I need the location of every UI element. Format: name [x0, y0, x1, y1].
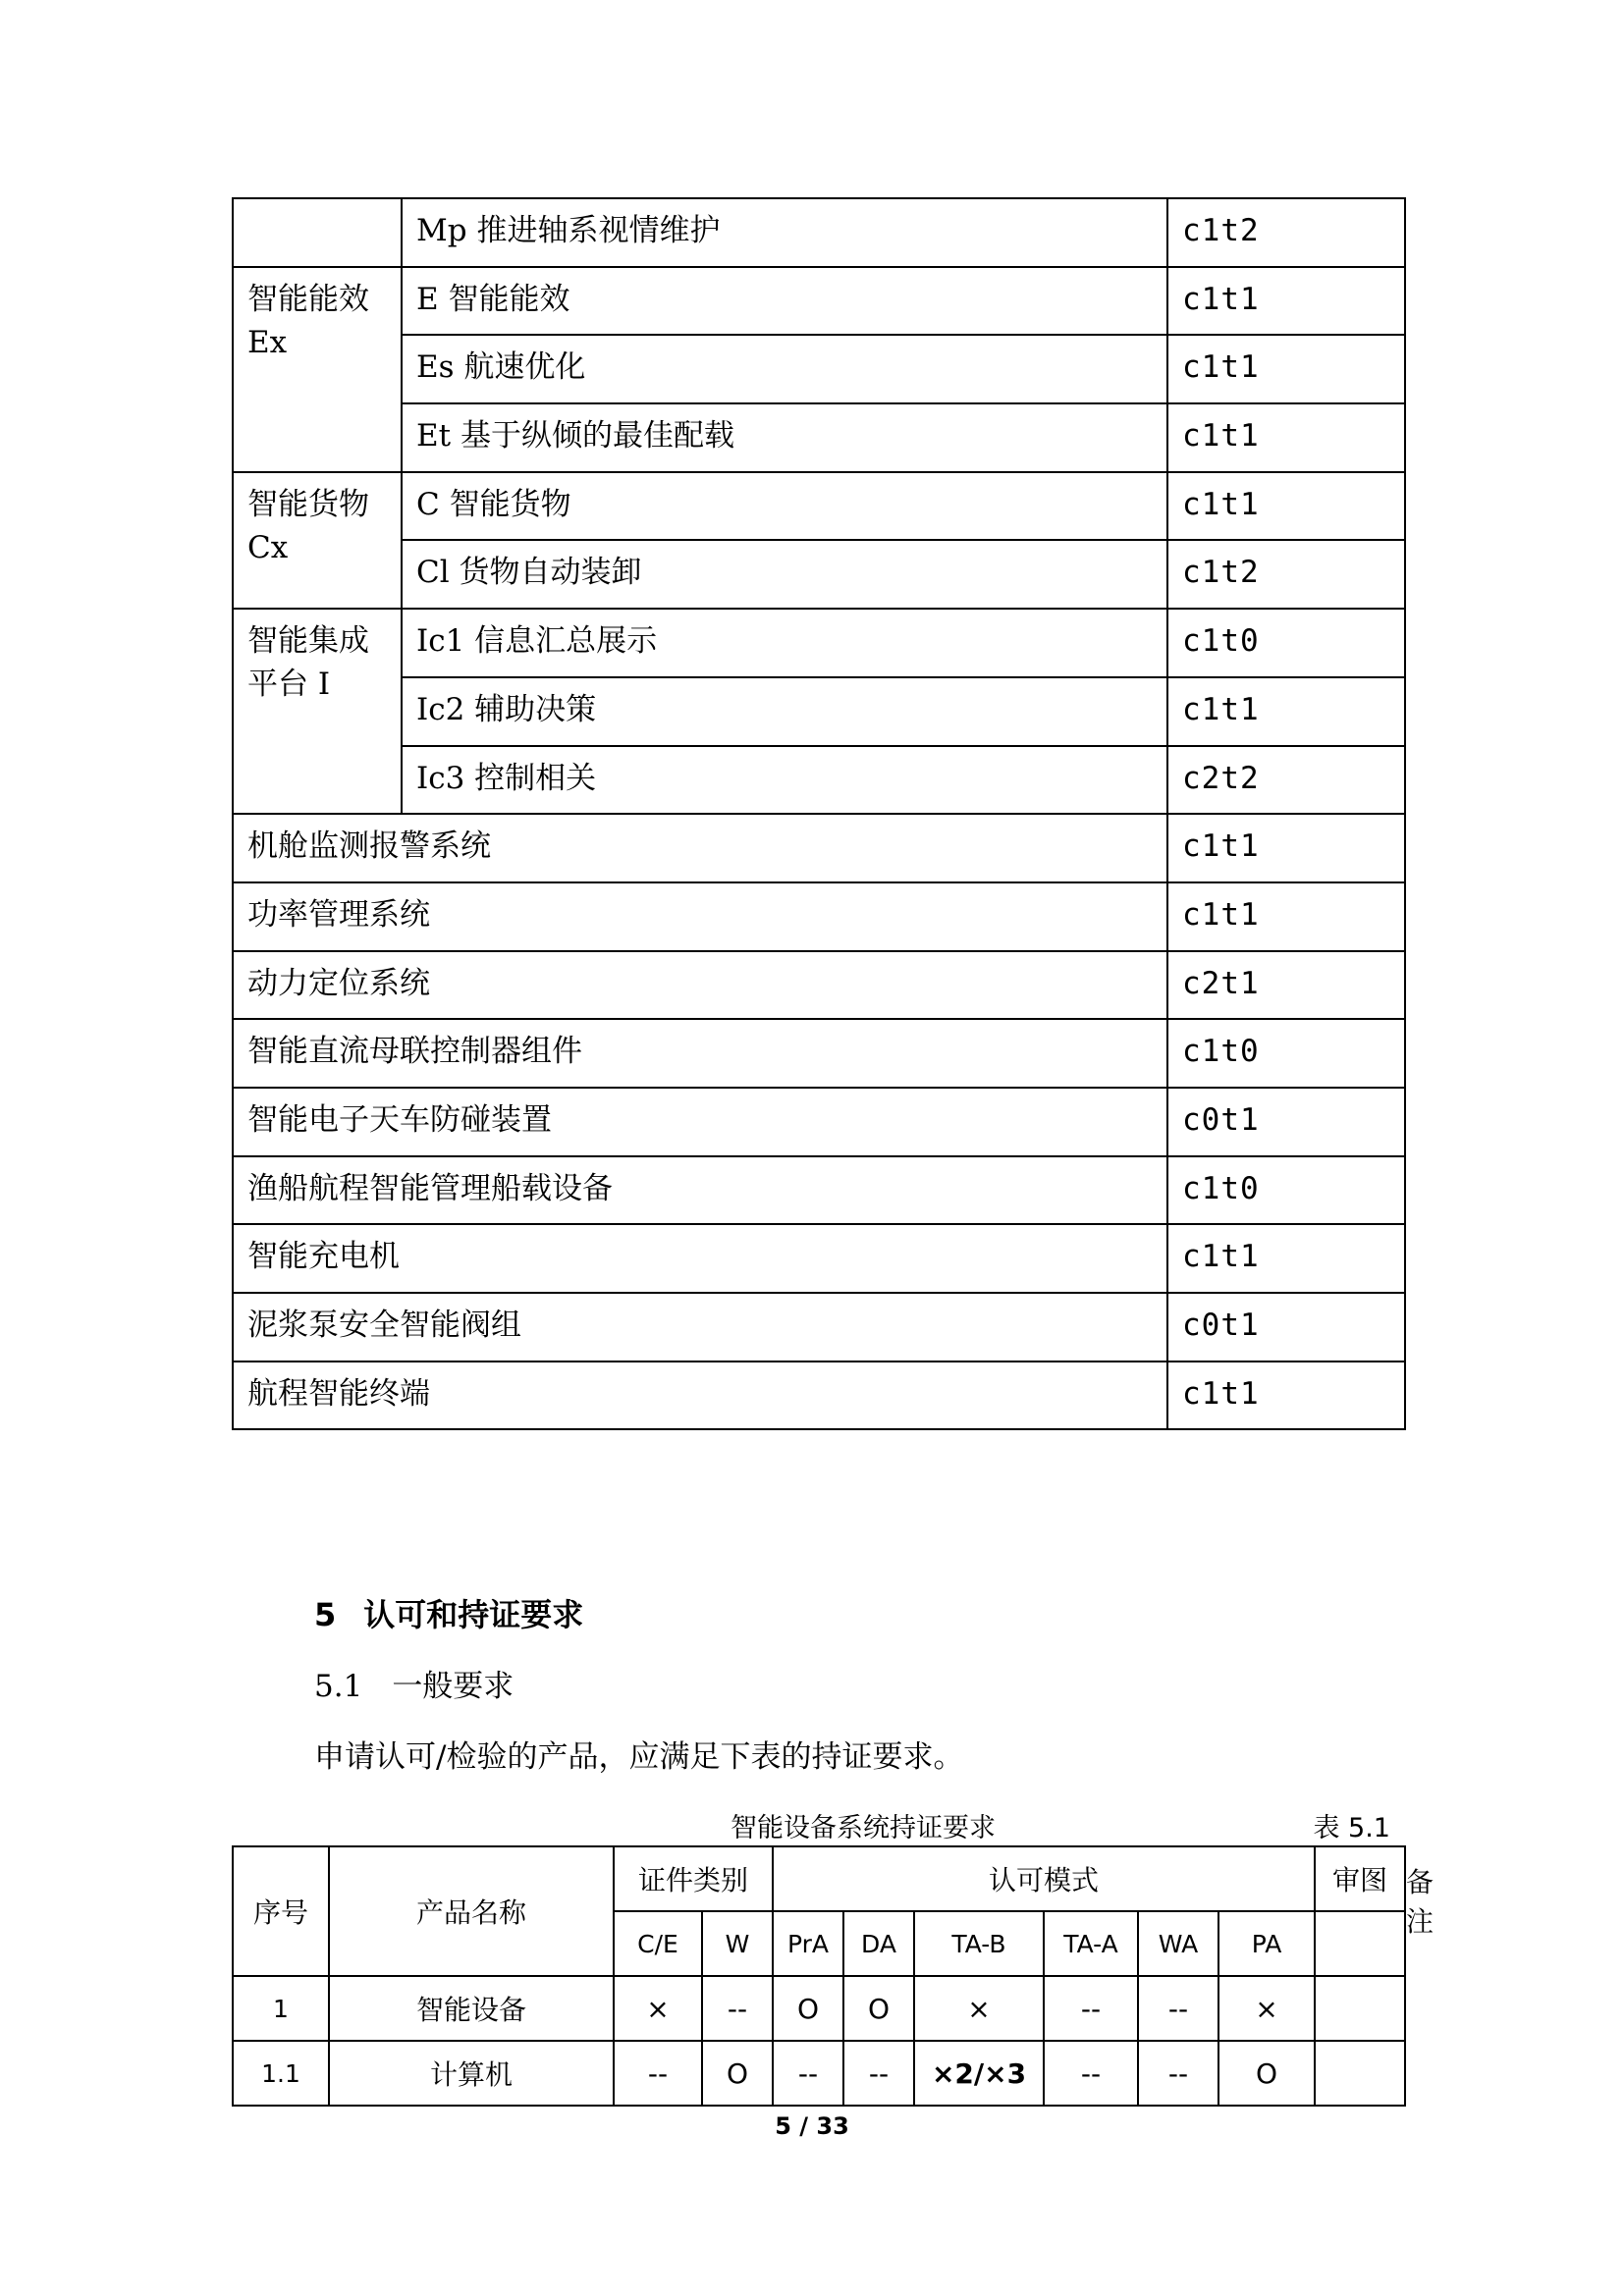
mark-cell: × [914, 1976, 1044, 2041]
code-cell: c2t1 [1167, 951, 1405, 1020]
header-mode: 认可模式 [773, 1846, 1315, 1911]
subsection-heading [314, 1661, 514, 1705]
item-cell: Cl 货物自动装卸 [402, 540, 1167, 609]
code-cell: c0t1 [1167, 1088, 1405, 1156]
certification-table [232, 1845, 1435, 2107]
mark-cell: -- [1138, 1976, 1218, 2041]
item-cell: 航程智能终端 [233, 1362, 1167, 1430]
group-cell: 智能货物 Cx [233, 472, 402, 609]
table-title: 智能设备系统持证要求 [731, 1813, 996, 1843]
code-cell: c1t1 [1167, 335, 1405, 403]
mark-cell: O [773, 1976, 843, 2041]
subheader-cell: W [702, 1911, 773, 1976]
code-cell: c1t1 [1167, 1224, 1405, 1293]
header-name: 产品名称 [329, 1846, 614, 1976]
code-cell: c1t0 [1167, 1156, 1405, 1225]
seq-cell: 1 [233, 1976, 329, 2041]
table-row [233, 677, 1405, 746]
item-cell: 功率管理系统 [233, 882, 1167, 951]
subheader-cell: WA [1138, 1911, 1218, 1976]
table-row [233, 1019, 1405, 1088]
item-cell: C 智能货物 [402, 472, 1167, 541]
mark-cell: -- [702, 1976, 773, 2041]
item-cell: E 智能能效 [402, 267, 1167, 336]
item-cell: Ic2 辅助决策 [402, 677, 1167, 746]
code-cell: c1t1 [1167, 814, 1405, 882]
code-cell: c1t1 [1167, 267, 1405, 336]
subheader-cell: TA-A [1044, 1911, 1138, 1976]
mark-cell: -- [843, 2041, 914, 2106]
code-cell: c1t1 [1167, 677, 1405, 746]
table-number: 表 5.1 [1313, 1813, 1390, 1843]
mark-cell: O [843, 1976, 914, 2041]
table-row [233, 882, 1405, 951]
subheader-cell: C/E [614, 1911, 702, 1976]
note-cell [1315, 1976, 1405, 2041]
item-cell: 智能电子天车防碰装置 [233, 1088, 1167, 1156]
section-heading [314, 1590, 583, 1635]
body-paragraph: 申请认可/检验的产品，应满足下表的持证要求。 [314, 1739, 964, 1775]
item-cell: 智能直流母联控制器组件 [233, 1019, 1167, 1088]
table-row [233, 814, 1405, 882]
name-cell: 智能设备 [329, 1976, 614, 2041]
item-cell: Ic3 控制相关 [402, 746, 1167, 815]
item-cell: 动力定位系统 [233, 951, 1167, 1020]
section-title: 认可和持证要求 [363, 1596, 584, 1633]
mark-cell: -- [1138, 2041, 1218, 2106]
code-cell: c1t2 [1167, 540, 1405, 609]
group-cell: 智能能效 Ex [233, 267, 402, 472]
subheader-cell: PrA [773, 1911, 843, 1976]
table-row [233, 746, 1405, 815]
mark-cell: -- [1044, 1976, 1138, 2041]
table-row [233, 403, 1405, 472]
code-cell: c1t2 [1167, 198, 1405, 267]
table-row [233, 609, 1405, 677]
subheader-cell: DA [843, 1911, 914, 1976]
page-number: 5 / 33 [775, 2112, 849, 2140]
code-cell: c1t1 [1167, 882, 1405, 951]
code-cell: c1t0 [1167, 1019, 1405, 1088]
table-row [233, 267, 1405, 336]
table-row [233, 1156, 1405, 1225]
table-caption [232, 1804, 1390, 1843]
mark-cell: × [1218, 1976, 1315, 2041]
item-cell: Ic1 信息汇总展示 [402, 609, 1167, 677]
subsection-number: 5.1 [314, 1669, 363, 1704]
item-cell: 智能充电机 [233, 1224, 1167, 1293]
item-cell: Et 基于纵倾的最佳配载 [402, 403, 1167, 472]
note-cell [1315, 2041, 1405, 2106]
header-review: 审图 [1315, 1846, 1405, 1911]
mark-cell: -- [614, 2041, 702, 2106]
table-row [233, 1293, 1405, 1362]
mark-cell: O [702, 2041, 773, 2106]
table-header-row: 序号 产品名称 证件类别 认可模式 审图 备注 [233, 1846, 1405, 1911]
seq-cell: 1.1 [233, 2041, 329, 2106]
code-cell: c1t0 [1167, 609, 1405, 677]
item-cell: 机舱监测报警系统 [233, 814, 1167, 882]
table-row [233, 2041, 1405, 2106]
code-cell: c1t1 [1167, 1362, 1405, 1430]
table-row [233, 1362, 1405, 1430]
header-seq: 序号 [233, 1846, 329, 1976]
subheader-cell: TA-B [914, 1911, 1044, 1976]
subsection-title: 一般要求 [392, 1669, 514, 1704]
mark-cell: × [614, 1976, 702, 2041]
table-row [233, 1976, 1405, 2041]
table-row [233, 951, 1405, 1020]
table-row [233, 540, 1405, 609]
mark-cell: ×2/×3 [914, 2041, 1044, 2106]
header-cert: 证件类别 [614, 1846, 773, 1911]
product-code-table [232, 197, 1406, 1430]
mark-cell: O [1218, 2041, 1315, 2106]
item-cell: Mp 推进轴系视情维护 [402, 198, 1167, 267]
item-cell: 渔船航程智能管理船载设备 [233, 1156, 1167, 1225]
item-cell: Es 航速优化 [402, 335, 1167, 403]
code-cell: c2t2 [1167, 746, 1405, 815]
table-row [233, 335, 1405, 403]
table-row [233, 472, 1405, 541]
group-cell [233, 198, 402, 267]
item-cell: 泥浆泵安全智能阀组 [233, 1293, 1167, 1362]
subheader-cell: PA [1218, 1911, 1315, 1976]
mark-cell: -- [773, 2041, 843, 2106]
section-number: 5 [314, 1596, 337, 1633]
mark-cell: -- [1044, 2041, 1138, 2106]
code-cell: c1t1 [1167, 403, 1405, 472]
group-cell: 智能集成平台 I [233, 609, 402, 814]
code-cell: c1t1 [1167, 472, 1405, 541]
code-cell: c0t1 [1167, 1293, 1405, 1362]
table-row [233, 1088, 1405, 1156]
table-row [233, 1224, 1405, 1293]
table-row [233, 198, 1405, 267]
name-cell: 计算机 [329, 2041, 614, 2106]
